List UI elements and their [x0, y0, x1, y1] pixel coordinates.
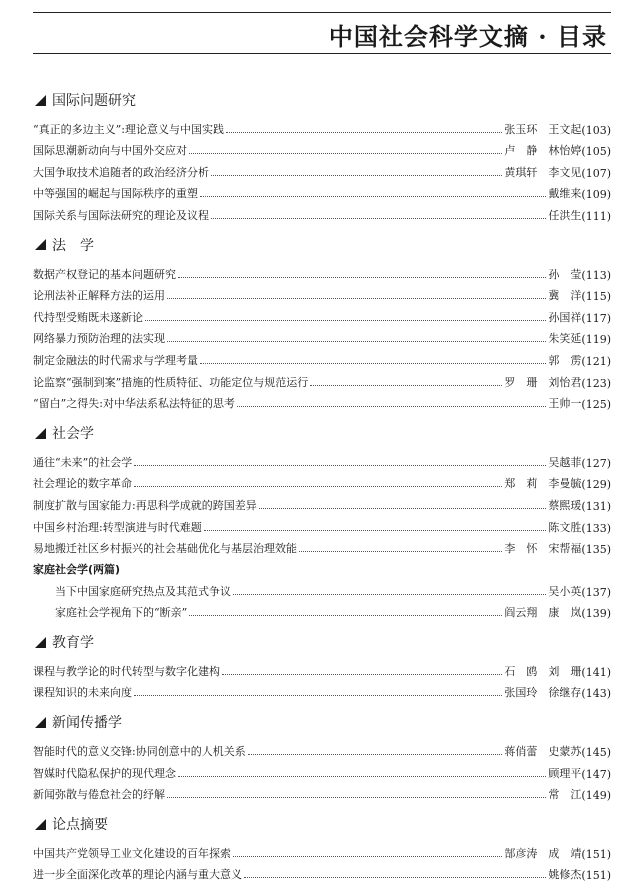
section-heading — [33, 233, 611, 257]
toc-entry[interactable] — [33, 201, 611, 223]
dot-leader — [237, 406, 546, 407]
entry-page-number: (117) — [581, 311, 611, 325]
toc-entry[interactable] — [33, 657, 611, 679]
masthead — [33, 12, 611, 54]
toc-entry[interactable] — [33, 260, 611, 282]
entry-title: 智媒时代隐私保护的现代理念 — [33, 766, 176, 780]
entry-authors: 卢 静 林怡婷 — [504, 144, 582, 158]
dot-leader — [178, 277, 546, 278]
triangle-marker-icon — [35, 637, 46, 648]
subgroup-title: 家庭社会学(两篇) — [33, 563, 121, 577]
toc-entry[interactable] — [33, 861, 611, 883]
toc-entry[interactable] — [33, 839, 611, 861]
entry-page-number: (125) — [581, 398, 611, 412]
entry-title: 课程与教学论的时代转型与数字化建构 — [33, 664, 220, 678]
entry-title: 代持型受贿既未遂新论 — [33, 310, 143, 324]
entry-authors: 常 江 — [548, 788, 582, 802]
toc-entry[interactable] — [33, 577, 611, 599]
entry-title: 中国乡村治理:转型演进与时代难题 — [33, 520, 202, 534]
entry-title: 通往“未来”的社会学 — [33, 455, 133, 469]
entry-page-number: (137) — [581, 585, 611, 599]
section-heading — [33, 88, 611, 112]
entry-authors: 郑 莉 李曼毓 — [504, 477, 582, 491]
dot-leader — [299, 551, 502, 552]
entry-page-number: (135) — [581, 543, 611, 557]
section-heading — [33, 630, 611, 654]
entry-authors: 蔡熙瑗 — [548, 498, 582, 512]
entry-title: 易地搬迁社区乡村振兴的社会基础优化与基层治理效能 — [33, 542, 297, 556]
toc-entry[interactable] — [33, 759, 611, 781]
entry-page-number: (147) — [581, 767, 611, 781]
entry-title: “留白”之得失:对中华法系私法特征的思考 — [33, 397, 235, 411]
dot-leader — [233, 856, 502, 857]
dot-leader — [167, 298, 546, 299]
dot-leader — [134, 465, 546, 466]
entry-authors: 蒋俏蕾 史蒙苏 — [504, 745, 582, 759]
entry-title: 大国争取技术追随者的政治经济分析 — [33, 165, 209, 179]
toc-entry[interactable] — [33, 137, 611, 159]
entry-authors: 任洪生 — [548, 208, 582, 222]
dot-leader — [200, 363, 546, 364]
triangle-marker-icon — [35, 717, 46, 728]
entry-page-number: (103) — [581, 123, 611, 137]
section-title: 法 学 — [52, 237, 94, 254]
entry-authors: 郭 雳 — [548, 353, 582, 367]
entry-authors: 郜彦涛 成 靖 — [504, 846, 582, 860]
entry-title: 国际关系与国际法研究的理论及议程 — [33, 208, 209, 222]
entry-title: 新闻弥散与倦怠社会的纾解 — [33, 788, 165, 802]
triangle-marker-icon — [35, 239, 46, 250]
entry-page-number: (139) — [581, 607, 611, 621]
entry-title: 数据产权登记的基本问题研究 — [33, 267, 176, 281]
entry-page-number: (129) — [581, 478, 611, 492]
entry-page-number: (149) — [581, 789, 611, 803]
section-title: 论点摘要 — [52, 817, 108, 834]
dot-leader — [134, 695, 502, 696]
entry-authors: 阎云翔 康 岚 — [504, 606, 582, 620]
toc-entry[interactable] — [33, 513, 611, 535]
toc-section — [33, 630, 611, 700]
entry-authors: 陈文胜 — [548, 520, 582, 534]
dot-leader — [259, 508, 547, 509]
toc-entry[interactable] — [33, 115, 611, 137]
section-title: 新闻传播学 — [52, 715, 122, 732]
triangle-marker-icon — [35, 428, 46, 439]
dot-leader — [226, 132, 502, 133]
entry-title: “真正的多边主义”:理论意义与中国实践 — [33, 122, 224, 136]
entry-title: 中等强国的崛起与国际秩序的重塑 — [33, 187, 198, 201]
toc-entry[interactable] — [33, 303, 611, 325]
dot-leader — [145, 320, 546, 321]
toc-entry[interactable] — [33, 448, 611, 470]
entry-authors: 戴维来 — [548, 187, 582, 201]
entry-page-number: (113) — [581, 268, 611, 282]
triangle-marker-icon — [35, 819, 46, 830]
toc-entry[interactable] — [33, 599, 611, 621]
dot-leader — [178, 776, 546, 777]
table-of-contents — [33, 88, 611, 892]
toc-entry[interactable] — [33, 158, 611, 180]
entry-page-number: (107) — [581, 166, 611, 180]
dot-leader — [233, 594, 546, 595]
toc-entry[interactable] — [33, 282, 611, 304]
dot-leader — [211, 218, 546, 219]
entry-page-number: (133) — [581, 521, 611, 535]
toc-section — [33, 710, 611, 802]
toc-section — [33, 812, 611, 882]
dot-leader — [204, 530, 547, 531]
entry-title: 制度扩散与国家能力:再思科学成就的跨国差异 — [33, 498, 257, 512]
entry-title: 社会理论的数字革命 — [33, 477, 132, 491]
dot-leader — [310, 385, 502, 386]
entry-title: 进一步全面深化改革的理论内涵与重大意义 — [33, 868, 242, 882]
entry-authors: 黄琪轩 李文见 — [504, 165, 582, 179]
entry-authors: 孙 莹 — [548, 267, 582, 281]
entry-authors: 姚修杰 — [548, 868, 582, 882]
entry-page-number: (115) — [581, 290, 611, 304]
entry-authors: 顾理平 — [548, 766, 582, 780]
entry-authors: 冀 洋 — [548, 289, 582, 303]
toc-entry[interactable] — [33, 180, 611, 202]
entry-page-number: (151) — [581, 847, 611, 861]
entry-authors: 吴越菲 — [548, 455, 582, 469]
dot-leader — [211, 175, 502, 176]
dot-leader — [244, 877, 546, 878]
dot-leader — [189, 615, 502, 616]
entry-page-number: (127) — [581, 456, 611, 470]
entry-authors: 罗 珊 刘怡君 — [504, 375, 582, 389]
entry-page-number: (151) — [581, 869, 611, 883]
dot-leader — [248, 754, 503, 755]
toc-entry[interactable] — [33, 491, 611, 513]
entry-authors: 李 怀 宋帮福 — [504, 542, 582, 556]
section-title: 国际问题研究 — [52, 93, 136, 109]
entry-page-number: (119) — [581, 333, 611, 347]
journal-title: 中国社会科学文摘 · 目录 — [328, 22, 607, 51]
toc-section — [33, 88, 611, 223]
entry-title: 中国共产党领导工业文化建设的百年探索 — [33, 846, 231, 860]
entry-title: 制定金融法的时代需求与学理考量 — [33, 353, 198, 367]
toc-entry[interactable] — [33, 346, 611, 368]
entry-authors: 张国玲 徐继存 — [504, 686, 582, 700]
entry-page-number: (105) — [581, 145, 611, 159]
entry-page-number: (121) — [581, 354, 611, 368]
section-title: 社会学 — [52, 426, 94, 443]
entry-authors: 吴小英 — [548, 584, 582, 598]
dot-leader — [167, 341, 546, 342]
entry-page-number: (141) — [581, 665, 611, 679]
entry-page-number: (109) — [581, 188, 611, 202]
entry-authors: 石 鸥 刘 珊 — [504, 664, 582, 678]
triangle-marker-icon — [35, 95, 46, 106]
entry-title: 网络暴力预防治理的法实现 — [33, 332, 165, 346]
entry-authors: 朱笑延 — [548, 332, 582, 346]
entry-title: 当下中国家庭研究热点及其范式争议 — [55, 584, 231, 598]
dot-leader — [134, 486, 502, 487]
toc-entry[interactable] — [33, 325, 611, 347]
entry-authors: 张玉环 王文起 — [504, 122, 582, 136]
dot-leader — [200, 196, 546, 197]
dot-leader — [189, 153, 502, 154]
section-heading — [33, 812, 611, 836]
entry-title: 课程知识的未来向度 — [33, 686, 132, 700]
toc-entry[interactable] — [33, 368, 611, 390]
entry-title: 论刑法补正解释方法的运用 — [33, 289, 165, 303]
entry-authors: 孙国祥 — [548, 310, 582, 324]
toc-section — [33, 421, 611, 620]
entry-page-number: (123) — [581, 376, 611, 390]
entry-page-number: (131) — [581, 499, 611, 513]
section-heading — [33, 421, 611, 445]
toc-entry[interactable] — [33, 679, 611, 701]
entry-page-number: (143) — [581, 687, 611, 701]
toc-entry[interactable] — [33, 781, 611, 803]
dot-leader — [222, 674, 502, 675]
entry-authors: 王帅一 — [548, 397, 582, 411]
entry-page-number: (111) — [581, 209, 611, 223]
toc-entry[interactable] — [33, 470, 611, 492]
entry-page-number: (145) — [581, 746, 611, 760]
toc-entry[interactable] — [33, 535, 611, 557]
entry-title: 国际思潮新动向与中国外交应对 — [33, 144, 187, 158]
section-heading — [33, 710, 611, 734]
entry-title: 论监察“强制到案”措施的性质特征、功能定位与规范运行 — [33, 375, 309, 389]
entry-title: 家庭社会学视角下的“断亲” — [55, 606, 188, 620]
entry-title: 智能时代的意义交锋:协同创意中的人机关系 — [33, 745, 246, 759]
dot-leader — [167, 797, 546, 798]
toc-entry[interactable] — [33, 737, 611, 759]
toc-entry[interactable] — [33, 390, 611, 412]
toc-section — [33, 233, 611, 411]
section-title: 教育学 — [52, 635, 94, 652]
